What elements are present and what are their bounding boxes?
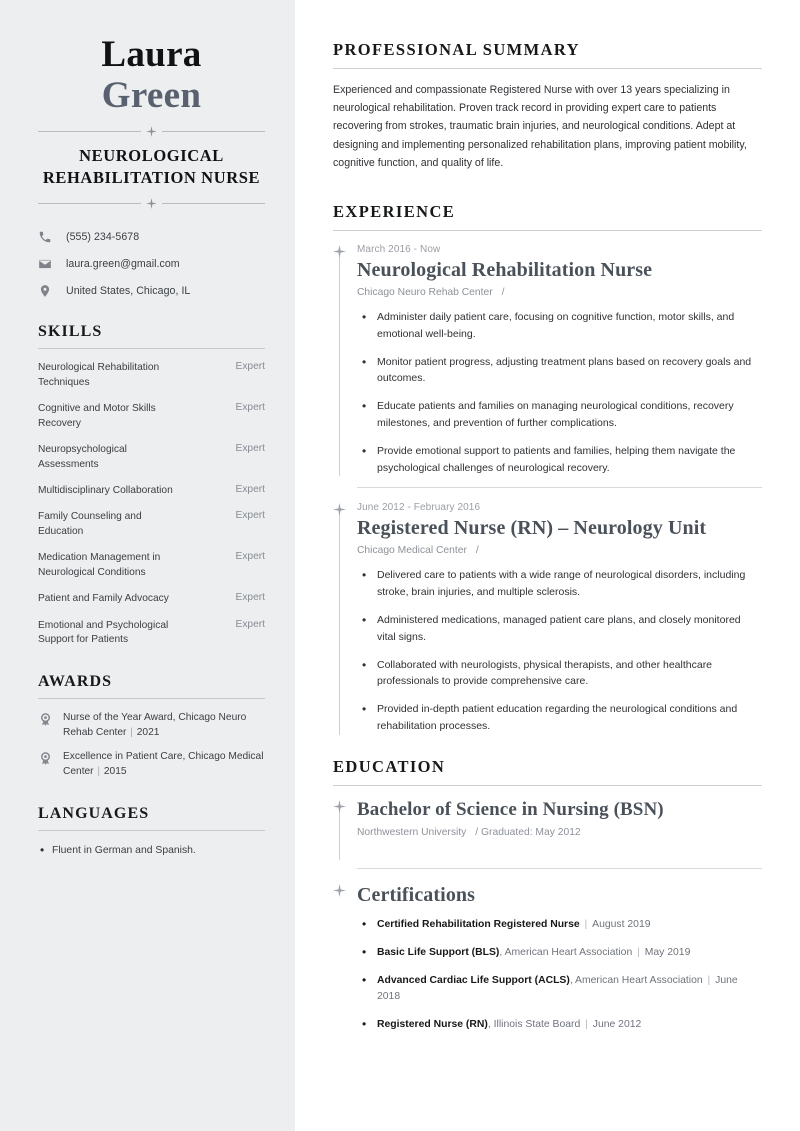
list-item: • Registered Nurse (RN), Illinois State Board | June 2012 [357,1017,762,1033]
contact-list [38,230,265,298]
experience-section [333,202,762,735]
ornament-divider-top [38,126,265,137]
skill-item [38,402,265,431]
education-school: Northwestern University / Graduated: May 2012 [357,826,581,838]
skill-name: Cognitive and Motor Skills Recovery [38,403,156,429]
contact-email[interactable] [38,257,265,271]
skill-item [38,619,265,648]
divider-line-left [38,203,141,204]
summary-title: PROFESSIONAL SUMMARY [333,40,580,59]
experience-title: EXPERIENCE [333,202,456,222]
skill-item [38,551,265,580]
list-item: • Administered medications, managed patient care plans, and closely monitored vital signs. [357,612,762,646]
skill-item [38,361,265,390]
certifications-list [357,917,762,1034]
award-text: Nurse of the Year Award, Chicago Neuro Rehab Center | 2021 [63,711,247,738]
four-point-star-icon [333,800,346,813]
skill-level: Expert [235,443,265,455]
skill-level: Expert [235,510,265,522]
education-entry [333,799,762,860]
list-item: • Collaborated with neurologists, physical therapists, and other healthcare professionals to provide comprehensive care. [357,657,762,691]
award-item [38,711,265,741]
four-point-star-icon [146,198,157,209]
professional-headline: NEUROLOGICAL REHABILITATION NURSE [42,145,261,187]
skill-level: Expert [235,592,265,604]
education-rule [333,785,762,786]
entry-divider [357,487,762,488]
skill-item [38,510,265,539]
skill-name: Multidisciplinary Collaboration [38,485,173,496]
awards-section [38,673,265,780]
skill-name: Neurological Rehabilitation Techniques [38,362,160,388]
skill-name: Neuropsychological Assessments [38,444,127,470]
experience-date: June 2012 - February 2016 [357,502,481,514]
skills-rule [38,348,265,349]
list-item: • Fluent in German and Spanish. [38,843,265,858]
awards-rule [38,698,265,699]
award-medal-icon [38,751,54,766]
experience-company: Chicago Medical Center / [357,545,479,557]
skill-name: Medication Management in Neurological Conditions [38,552,161,578]
skill-item [38,592,265,606]
divider-line-right [162,203,265,204]
contact-location-value: United States, Chicago, IL [66,285,191,298]
contact-location[interactable] [38,284,265,298]
main-content [295,0,800,1131]
education-section [333,757,762,1033]
skills-list [38,361,265,648]
list-item: • Certified Rehabilitation Registered Nurse | August 2019 [357,917,762,933]
awards-title: AWARDS [38,672,113,690]
list-item: • Educate patients and families on managing neurological conditions, recovery milestones, and prevention of further complications. [357,398,762,432]
award-text: Excellence in Patient Care, Chicago Medical Center | 2015 [63,751,264,778]
experience-job-title: Neurological Rehabilitation Nurse [357,259,653,282]
skill-level: Expert [235,551,265,563]
summary-rule [333,68,762,69]
skill-level: Expert [235,618,265,630]
experience-bullets [357,309,762,476]
education-title: EDUCATION [333,756,446,776]
skills-section [38,323,265,648]
list-item: • Basic Life Support (BLS), American Heart Association | May 2019 [357,945,762,961]
four-point-star-icon [333,503,346,516]
summary-section [333,40,762,172]
experience-company: Chicago Neuro Rehab Center / [357,287,505,299]
list-item: • Provide emotional support to patients and families, helping them navigate the psychological challenges of neurological recovery. [357,443,762,477]
list-item: • Delivered care to patients with a wide range of neurological disorders, including stroke, brain injuries, and multiple sclerosis. [357,567,762,601]
skill-level: Expert [235,402,265,414]
divider-line-left [38,131,141,132]
timeline-line [339,514,340,734]
skill-level: Expert [235,361,265,373]
timeline-line [339,811,340,860]
email-icon [38,257,55,271]
skill-name: Emotional and Psychological Support for Patients [38,619,169,646]
experience-rule [333,230,762,231]
languages-section [38,805,265,858]
list-item: • Monitor patient progress, adjusting treatment plans based on recovery goals and outcomes. [357,354,762,388]
sidebar [0,0,295,1131]
languages-title: LANGUAGES [38,805,150,822]
contact-phone[interactable] [38,230,265,244]
contact-phone-value: (555) 234-5678 [66,231,140,244]
divider-line-right [162,131,265,132]
list-item: • Provided in-depth patient education regarding the neurological conditions and rehabilitation processes. [357,701,762,735]
four-point-star-icon [333,245,346,258]
skill-item [38,484,265,498]
skill-name: Patient and Family Advocacy [38,593,169,605]
phone-icon [38,230,55,244]
skills-title: SKILLS [38,323,103,341]
experience-entry [333,502,762,734]
summary-text: Experienced and compassionate Registered Nurse with over 13 years specializing in neurological rehabilitation. Proven track record in providing expert care to patients recovering from strokes, traumatic brain injuries, and neurological conditions. Adept at designing and implementing personalized rehabilitation plans, improving patient mobility, cognitive function, and quality of life. [333,84,747,169]
last-name: Green [101,75,202,117]
location-pin-icon [38,284,55,298]
award-medal-icon [38,712,54,727]
contact-email-value: laura.green@gmail.com [66,258,180,271]
languages-rule [38,830,265,831]
list-item: • Advanced Cardiac Life Support (ACLS), American Heart Association | June 2018 [357,973,762,1005]
certifications-heading: Certifications [357,883,476,906]
ornament-divider-bottom [38,198,265,209]
languages-list [38,843,265,858]
skill-name: Family Counseling and Education [38,511,142,537]
list-item: • Administer daily patient care, focusing on cognitive function, motor skills, and emotional well-being. [357,309,762,343]
experience-entry [333,244,762,476]
skill-item [38,443,265,472]
four-point-star-icon [333,884,346,897]
entry-divider [357,868,762,869]
first-name: Laura [101,34,202,75]
experience-job-title: Registered Nurse (RN) – Neurology Unit [357,517,707,540]
experience-bullets [357,567,762,734]
timeline-line [339,256,340,476]
certifications-entry [333,883,762,1034]
education-degree: Bachelor of Science in Nursing (BSN) [357,798,664,820]
skill-level: Expert [235,484,265,495]
experience-date: March 2016 - Now [357,244,441,256]
award-item [38,750,265,780]
four-point-star-icon [146,126,157,137]
name-block [38,34,265,117]
awards-list [38,711,265,780]
